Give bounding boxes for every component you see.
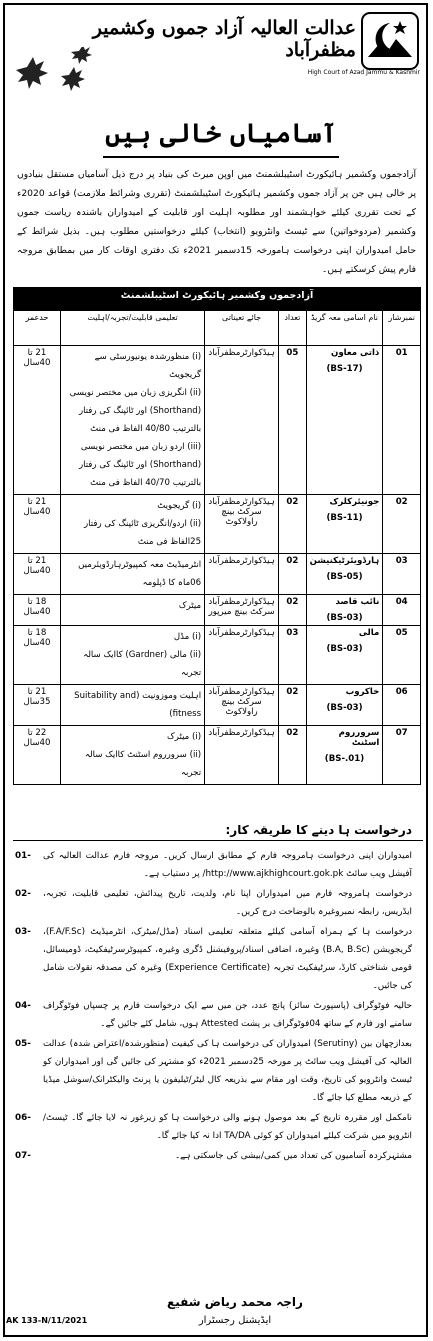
posting-location: ہیڈکوارٹرمظفرآباد سرکٹ بینچ راولاکوٹ (205, 685, 279, 726)
procedure-number: 01- (15, 851, 31, 861)
post-grade: (BS-03) (326, 644, 363, 654)
procedure-divider (13, 840, 423, 841)
table-row (14, 626, 421, 685)
post-name: سرورروم اسٹنٹ (338, 728, 380, 748)
qualification-cell (60, 495, 204, 554)
procedure-number: 04- (15, 1001, 31, 1011)
table-row (14, 554, 421, 595)
qualification-item: (ii) سرورروم اسٹنٹ کاایک سالہ تجربہ (84, 750, 202, 778)
procedure-list (15, 847, 416, 1167)
post-grade: (BS-.01) (324, 754, 365, 764)
post-cell (306, 595, 383, 626)
posting-location: ہیڈکوارٹرمظفرآباد (205, 346, 279, 495)
post-count: 02 (279, 726, 307, 785)
column-header: جائے تعیناتی (205, 311, 279, 346)
age-limit: 22 تا 40سال (14, 726, 61, 785)
post-name: مالی (358, 628, 380, 638)
post-name: خاکروب (345, 687, 380, 697)
posting-location: ہیڈکوارٹرمظفرآباد (205, 554, 279, 595)
title-underline (103, 156, 339, 158)
posting-location: ہیڈکوارٹرمظفرآباد (205, 626, 279, 685)
qualification-item: (ii) اردو/انگریزی ٹائپنگ کی رفتار 25الفاظ فی منٹ (83, 519, 202, 547)
qualification-item: میٹرک (178, 601, 202, 611)
post-grade: (BS-11) (326, 513, 363, 523)
column-header: حدعمر (14, 311, 61, 346)
advertisement-page (3, 3, 428, 1337)
header (5, 5, 426, 85)
qualification-item: (i) گریجویٹ (157, 501, 202, 511)
procedure-item (15, 1147, 416, 1165)
procedure-item (15, 923, 416, 995)
posting-location: ہیڈکوارٹرمظفرآباد سرکٹ بینچ راولاکوٹ (205, 495, 279, 554)
chinar-leaves-icon (9, 47, 119, 97)
post-count: 05 (279, 346, 307, 495)
row-number: 04 (383, 595, 421, 626)
procedure-heading: درخواست ہا دینے کا طریقہ کار: (225, 823, 412, 837)
row-number: 03 (383, 554, 421, 595)
procedure-text: حالیہ فوٹوگراف (پاسپورٹ سائز) پانچ عدد، جن میں سے ایک درخواست فارم پر چسپاں فوٹوگراف سامنے اور فارم کے ساتھ 04فوٹوگراف بر پشت Attested ہوں، شامل کئے جائیں گے۔ (43, 1001, 412, 1029)
procedure-text: امیدواران اپنی درخواست ہامروجہ فارم کے مطابق ارسال کریں۔ مروجہ فارم عدالت العالیہ کی آفیشل ویب سائٹ http://www.ajkhighcourt.gok.pk/ پر دستیاب ہے۔ (43, 851, 412, 879)
qualification-item: (i) منظورشدہ یونیورسٹی سے گریجویٹ (94, 352, 202, 380)
table-row (14, 726, 421, 785)
procedure-number: 02- (15, 889, 31, 899)
post-grade: (BS-03) (326, 703, 363, 713)
post-grade: (BS-17) (326, 364, 363, 374)
column-header: نمبرشار (383, 311, 421, 346)
post-name: جونیئرکلرک (329, 497, 380, 507)
post-count: 02 (279, 595, 307, 626)
post-cell (306, 685, 383, 726)
post-name: نائب قاصد (335, 597, 380, 607)
procedure-text: درخواست ہا کے ہمراہ آسامی کیلئے متعلقہ تعلیمی اسناد (مڈل/میٹرک، انٹرمیڈیٹ (F.A/F.Sc)، گریجویشن (B.A, B.Sc) وغیرہ، اضافی اسناد/پروفیشنل ڈگری وغیرہ، کمپیوٹرسرٹیفکیٹ، ڈومیسائل، قومی شناختی کارڈ، سرٹیفکیٹ تجربہ (Experience Certificate) وغیرہ کی مصدقہ نقولات شامل کی جائیں۔ (43, 927, 413, 991)
procedure-text: مشتہرکردہ آسامیوں کی تعداد میں کمی/بیشی کی جاسکتی ہے۔ (175, 1151, 412, 1161)
row-number: 02 (383, 495, 421, 554)
table-row (14, 495, 421, 554)
procedure-item (15, 1035, 416, 1107)
procedure-text: نامکمل اور مقررہ تاریخ کے بعد موصول ہونے والی درخواست ہا کو زیرغور نہ لایا جائے گا۔ ٹیسٹ/انٹرویو میں شرکت کیلئے امیدواران کو کوئی TA/DA ادا نہ کیا جائے گا۔ (43, 1113, 412, 1141)
qualification-cell (60, 626, 204, 685)
qualification-item: انٹرمیڈیٹ معہ کمپیوٹرہارڈویئرمیں 06ماہ کا ڈپلومہ (78, 560, 202, 588)
column-header-row (14, 311, 421, 346)
qualification-item: (iii) اردو زبان میں مختصر نویسی (Shorthand) اور ٹائپنگ کی رفتار بالترتیب 40/70 الفاظ فی منٹ (78, 442, 202, 488)
qualification-cell (60, 726, 204, 785)
posting-location: ہیڈکوارٹرمظفرآباد سرکٹ بینچ میرپور (205, 595, 279, 626)
table-row (14, 346, 421, 495)
procedure-item (15, 847, 416, 883)
column-header: تعلیمی قابلیت/تجربہ/اہلیت (60, 311, 204, 346)
post-cell (306, 726, 383, 785)
signatory-title: ایڈیشنل رجسٹرار (198, 1315, 272, 1326)
age-limit: 21 تا 40سال (14, 554, 61, 595)
procedure-text: بعدازچھان بین (Serutiny) امیدواران کی درخواست ہا کی کیفیت (منظورشدہ/اعتراض شدہ) عدالت العالیہ کی آفیشل ویب سائٹ پر مورخہ 25دسمبر 2021ء کو مشتہر کی جائیں گی اور امیدواران کو ٹیسٹ وانٹرویو کی تاریخ، وقت اور مقام سے بذریعہ کال لیٹر/ٹیلیفون یا پرنٹ والیکٹرانک/سوشل میڈیا کے ذریعہ مطلع کیا جائے گا۔ (43, 1039, 412, 1103)
age-limit: 21 تا 40سال (14, 495, 61, 554)
post-count: 03 (279, 626, 307, 685)
post-cell (306, 626, 383, 685)
intro-paragraph: آزادجموں وکشمیر ہائیکورٹ اسٹیبلشمنٹ میں اوپن میرٹ کی بنیاد پر درج ذیل آسامیاں مستقل بنیادوں پر خالی ہیں جن پر آزاد جموں وکشمیر ہائیکورٹ اسٹیبلشمنٹ (تقرری وشرائط ملازمت) قواعد 2020ء کے تحت تقرری کیلئے خواہشمند اور مطلوبہ اہلیت اور قابلیت کے امیدواران باشندہ ریاست جموں وکشمیر (مردوخواتین) سے ٹیسٹ وانٹرویو (انتخاب) کیلئے درخواستیں مطلوب ہیں۔ بذیل شرائط کے حامل امیدواران اپنی درخواست ہامورخہ 15دسمبر 2021ء تک دفتری اوقات کار میں بمطابق مروجہ فارم پیش کرسکتے ہیں۔ (17, 169, 416, 275)
procedure-number: 03- (15, 927, 31, 937)
procedure-number: 05- (15, 1039, 31, 1049)
procedure-item (15, 997, 416, 1033)
qualification-item: (i) مڈل (173, 632, 202, 642)
table-row (14, 685, 421, 726)
procedure-text: درخواست ہامروجہ فارم میں امیدواران اپنا نام، ولدیت، تاریخ پیدائش، تعلیمی قابلیت، تجربہ، ایڈریس، رابطہ نمبروغیرہ بالوضاحت درج کریں۔ (43, 889, 412, 917)
reference-number: AK 133-N/11/2021 (6, 1316, 88, 1325)
row-number: 05 (383, 626, 421, 685)
qualification-item: (ii) انگریزی زبان میں مختصر نویسی (Shorthand) اور ٹائپنگ کی رفتار بالترتیب 40/80 الفاظ فی منٹ (69, 388, 202, 434)
post-count: 02 (279, 685, 307, 726)
post-grade: (BS-05) (326, 572, 363, 582)
age-limit: 18 تا 40سال (14, 626, 61, 685)
procedure-item (15, 1109, 416, 1145)
age-limit: 21 تا 35سال (14, 685, 61, 726)
row-number: 07 (383, 726, 421, 785)
qualification-item: اہلیت وموزونیت (Suitability and fitness) (74, 691, 202, 719)
post-grade: (BS-03) (326, 613, 363, 623)
qualification-item: (i) میٹرک (167, 732, 202, 742)
qualification-cell (60, 346, 204, 495)
court-title: عدالت العالیہ آزاد جموں وکشمیر مظفرآباد (92, 17, 356, 61)
post-cell (306, 346, 383, 495)
posting-location: ہیڈکوارٹرمظفرآباد (205, 726, 279, 785)
posts-table (13, 287, 421, 785)
post-count: 02 (279, 554, 307, 595)
column-header: نام اسامی معہ گریڈ (306, 311, 383, 346)
column-header: تعداد (279, 311, 307, 346)
table-title: آزادجموں وکشمیر ہائیکورٹ اسٹیبلشمنٹ (14, 288, 421, 311)
qualification-cell (60, 554, 204, 595)
qualification-cell (60, 685, 204, 726)
procedure-number: 07- (15, 1151, 31, 1161)
qualification-item: (ii) مالی (Gardner) کاایک سالہ تجربہ (83, 650, 202, 678)
post-count: 02 (279, 495, 307, 554)
age-limit: 18 تا 40سال (14, 595, 61, 626)
table-row (14, 595, 421, 626)
court-emblem-icon (360, 11, 420, 71)
post-cell (306, 495, 383, 554)
procedure-item (15, 885, 416, 921)
row-number: 06 (383, 685, 421, 726)
age-limit: 21 تا 40سال (14, 346, 61, 495)
signatory-name: راجہ محمد ریاض شفیع (167, 1295, 303, 1309)
court-subtitle: High Court of Azad Jammu & Kashmir (307, 69, 420, 76)
qualification-cell (60, 595, 204, 626)
row-number: 01 (383, 346, 421, 495)
procedure-number: 06- (15, 1113, 31, 1123)
post-name: ہارڈویئرٹیکنیشن (309, 556, 380, 566)
post-name: ذاتی معاون (330, 348, 380, 358)
posts-body (14, 346, 421, 785)
vacancy-title: آسامیاں خالی ہیں (105, 119, 337, 149)
post-cell (306, 554, 383, 595)
